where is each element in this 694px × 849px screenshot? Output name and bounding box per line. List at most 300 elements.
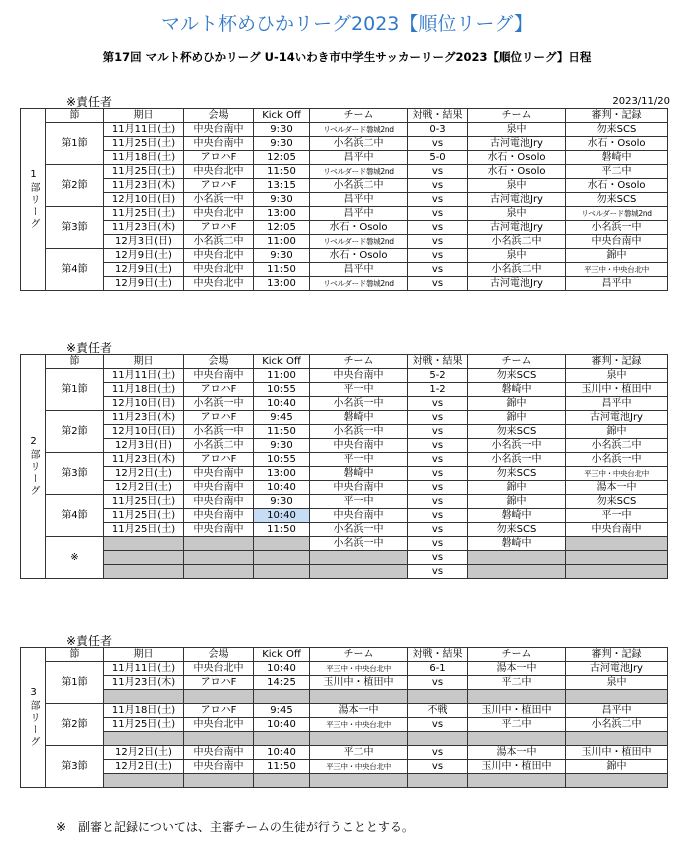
away-team: 磐崎中 [468,537,566,551]
referee-team: 平二中 [566,165,668,179]
home-team: 小名浜二中 [310,137,408,151]
section-name: ※ [46,537,104,579]
referee-team: 玉川中・植田中 [566,746,668,760]
match-date: 12月2日(土) [104,481,184,495]
home-team: 小名浜一中 [310,397,408,411]
kickoff-time: 13:00 [254,467,310,481]
kickoff-time: 13:00 [254,207,310,221]
table-row [21,425,668,439]
match-result: vs [408,165,468,179]
referee-team [566,537,668,551]
table-row [21,774,668,788]
referee-team: 磐崎中 [566,151,668,165]
kickoff-time [254,551,310,565]
away-team: 泉中 [468,123,566,137]
referee-team: 小名浜二中 [566,439,668,453]
match-date: 12月10日(日) [104,425,184,439]
kickoff-time: 13:00 [254,277,310,291]
match-date: 11月25日(土) [104,137,184,151]
match-result: vs [408,523,468,537]
kickoff-time: 10:55 [254,453,310,467]
league-name: 1部リーグ [21,109,46,291]
kickoff-time: 9:30 [254,193,310,207]
home-team: 平一中 [310,453,408,467]
venue: アロハF [184,453,254,467]
match-date: 11月18日(土) [104,151,184,165]
kickoff-time: 10:55 [254,383,310,397]
match-result: 5-2 [408,369,468,383]
away-team: 古河電池Jry [468,137,566,151]
match-date: 12月3日(日) [104,439,184,453]
kickoff-time: 9:30 [254,123,310,137]
referee-team: 昌平中 [566,277,668,291]
venue [184,732,254,746]
responsible-label-2: ※責任者 [66,341,113,355]
column-header: 会場 [184,648,254,662]
home-team: リベルダード磐城2nd [310,165,408,179]
column-header: チーム [468,109,566,123]
venue: 中央台北中 [184,277,254,291]
table-row [21,746,668,760]
table-row [21,179,668,193]
home-team [310,565,408,579]
match-date: 12月9日(土) [104,263,184,277]
column-header: 会場 [184,355,254,369]
league-table-1 [20,108,668,291]
column-header: Kick Off [254,355,310,369]
match-date: 11月23日(木) [104,411,184,425]
responsible-label-1: ※責任者 [66,95,113,109]
referee-team [566,774,668,788]
away-team [468,565,566,579]
home-team: 中央台南中 [310,481,408,495]
match-result: vs [408,277,468,291]
venue: 中央台南中 [184,746,254,760]
match-date: 12月10日(日) [104,397,184,411]
column-header: 節 [46,648,104,662]
home-team: 中央台南中 [310,369,408,383]
away-team: 玉川中・植田中 [468,704,566,718]
table-row [21,411,668,425]
kickoff-time: 12:05 [254,221,310,235]
referee-team [566,565,668,579]
match-result: vs [408,397,468,411]
section-name: 第3節 [46,207,104,249]
venue: アロハF [184,676,254,690]
home-team: 平三中・中央台北中 [310,718,408,732]
table-row [21,369,668,383]
home-team: 小名浜一中 [310,523,408,537]
kickoff-time: 10:40 [254,718,310,732]
referee-team: 錦中 [566,425,668,439]
responsible-label-3: ※責任者 [66,634,113,648]
kickoff-time: 9:45 [254,704,310,718]
away-team: 小名浜一中 [468,453,566,467]
column-header: 対戦・結果 [408,648,468,662]
match-result [408,690,468,704]
table-row [21,760,668,774]
match-date: 11月25日(土) [104,207,184,221]
match-date: 11月11日(土) [104,123,184,137]
table-row [21,249,668,263]
column-header: 対戦・結果 [408,355,468,369]
venue: 中央台南中 [184,123,254,137]
kickoff-time: 9:30 [254,439,310,453]
match-result: 6-1 [408,662,468,676]
away-team [468,774,566,788]
column-header: 節 [46,355,104,369]
home-team: 昌平中 [310,207,408,221]
referee-team: リベルダード磐城2nd [566,207,668,221]
home-team: 小名浜一中 [310,425,408,439]
kickoff-time: 12:05 [254,151,310,165]
match-result: vs [408,481,468,495]
league-name: 3部リーグ [21,648,46,788]
home-team: 平一中 [310,495,408,509]
match-date: 11月18日(土) [104,704,184,718]
match-date: 11月25日(土) [104,165,184,179]
table-row [21,165,668,179]
kickoff-time: 9:30 [254,249,310,263]
home-team: リベルダード磐城2nd [310,235,408,249]
match-result: vs [408,179,468,193]
referee-team: 小名浜一中 [566,221,668,235]
home-team: 水石・Osolo [310,221,408,235]
table-row [21,704,668,718]
kickoff-time: 13:15 [254,179,310,193]
away-team: 泉中 [468,179,566,193]
away-team: 古河電池Jry [468,277,566,291]
home-team: 小名浜二中 [310,179,408,193]
away-team: 水石・Osolo [468,165,566,179]
referee-team: 平三中・中央台北中 [566,263,668,277]
match-date: 11月23日(木) [104,221,184,235]
header-row [21,648,668,662]
kickoff-time: 10:40 [254,481,310,495]
away-team: 錦中 [468,495,566,509]
section-name: 第1節 [46,369,104,411]
match-result: vs [408,263,468,277]
referee-team [566,551,668,565]
section-name: 第3節 [46,453,104,495]
referee-team: 勿来SCS [566,193,668,207]
match-result: 不戦 [408,704,468,718]
home-team: 平三中・中央台北中 [310,760,408,774]
away-team: 泉中 [468,249,566,263]
table-row [21,235,668,249]
column-header: チーム [468,355,566,369]
kickoff-time: 11:50 [254,760,310,774]
match-date: 11月11日(土) [104,662,184,676]
table-row [21,397,668,411]
home-team: 磐崎中 [310,411,408,425]
referee-team: 平一中 [566,509,668,523]
venue: 中央台北中 [184,263,254,277]
match-date: 12月9日(土) [104,277,184,291]
away-team: 玉川中・植田中 [468,760,566,774]
venue: 中央台南中 [184,760,254,774]
away-team: 水石・Osolo [468,151,566,165]
match-result: vs [408,551,468,565]
match-date: 12月2日(土) [104,467,184,481]
kickoff-time: 14:25 [254,676,310,690]
match-result: vs [408,221,468,235]
venue: 中央台南中 [184,509,254,523]
venue: 中央台北中 [184,718,254,732]
venue: アロハF [184,704,254,718]
referee-team: 湯本一中 [566,481,668,495]
table-row [21,193,668,207]
venue: 小名浜一中 [184,425,254,439]
kickoff-time [254,774,310,788]
referee-team: 小名浜二中 [566,718,668,732]
kickoff-time [254,565,310,579]
table-row [21,718,668,732]
match-result: vs [408,746,468,760]
away-team: 平二中 [468,676,566,690]
home-team: 水石・Osolo [310,249,408,263]
table-row [21,565,668,579]
away-team: 勿来SCS [468,369,566,383]
section-name: 第4節 [46,495,104,537]
venue: 中央台南中 [184,495,254,509]
venue: 中央台南中 [184,481,254,495]
venue: 中央台北中 [184,207,254,221]
away-team: 泉中 [468,207,566,221]
match-date: 11月25日(土) [104,495,184,509]
away-team: 勿来SCS [468,523,566,537]
match-result: vs [408,193,468,207]
venue: 小名浜一中 [184,193,254,207]
league-name: 2部リーグ [21,355,46,579]
section-name: 第3節 [46,746,104,788]
match-date: 11月23日(木) [104,453,184,467]
home-team: 平一中 [310,383,408,397]
away-team: 小名浜二中 [468,235,566,249]
table-row [21,509,668,523]
match-date [104,565,184,579]
kickoff-time: 10:40 [254,662,310,676]
match-result [408,774,468,788]
schedule-table [20,108,668,291]
match-result: vs [408,676,468,690]
page-subtitle: 第17回 マルト杯めひかリーグ U-14いわき市中学生サッカーリーグ2023【順位リーグ】日程 [102,50,592,64]
match-date: 11月25日(土) [104,718,184,732]
away-team: 磐崎中 [468,509,566,523]
table-row [21,662,668,676]
home-team: 中央台南中 [310,439,408,453]
match-date [104,537,184,551]
column-header: 節 [46,109,104,123]
league-table-3 [20,647,668,788]
column-header: 期日 [104,109,184,123]
match-date: 12月2日(土) [104,760,184,774]
match-date: 11月23日(木) [104,179,184,193]
table-row [21,123,668,137]
match-date [104,774,184,788]
match-result: vs [408,411,468,425]
venue: 中央台南中 [184,467,254,481]
venue: 中央台南中 [184,369,254,383]
kickoff-time: 10:40 [254,746,310,760]
referee-team: 錦中 [566,760,668,774]
match-date: 11月23日(木) [104,676,184,690]
section-name: 第2節 [46,411,104,453]
column-header: 審判・記録 [566,109,668,123]
column-header: 期日 [104,355,184,369]
venue [184,565,254,579]
match-result: vs [408,718,468,732]
venue [184,551,254,565]
column-header: 期日 [104,648,184,662]
table-row [21,383,668,397]
away-team: 勿来SCS [468,467,566,481]
away-team [468,551,566,565]
match-date: 11月25日(土) [104,523,184,537]
column-header: チーム [468,648,566,662]
table-row [21,551,668,565]
venue: 中央台南中 [184,137,254,151]
column-header: Kick Off [254,648,310,662]
match-result: vs [408,235,468,249]
referee-team: 古河電池Jry [566,662,668,676]
home-team: 昌平中 [310,263,408,277]
match-result: vs [408,565,468,579]
away-team: 湯本一中 [468,662,566,676]
kickoff-time: 11:00 [254,369,310,383]
referee-team: 中央台南中 [566,523,668,537]
footnote: ※ 副審と記録については、主審チームの生徒が行うこととする。 [56,820,414,834]
section-name: 第2節 [46,704,104,746]
away-team [468,690,566,704]
referee-team: 玉川中・植田中 [566,383,668,397]
referee-team: 中央台南中 [566,235,668,249]
kickoff-time: 11:00 [254,235,310,249]
match-date [104,690,184,704]
match-result: vs [408,760,468,774]
kickoff-time: 9:30 [254,495,310,509]
kickoff-time: 11:50 [254,263,310,277]
schedule-table [20,647,668,788]
kickoff-time: 9:45 [254,411,310,425]
away-team: 錦中 [468,397,566,411]
table-row [21,495,668,509]
match-result: 1-2 [408,383,468,397]
match-date: 11月25日(土) [104,509,184,523]
home-team [310,732,408,746]
column-header: Kick Off [254,109,310,123]
kickoff-time: 10:40 [254,397,310,411]
venue: アロハF [184,411,254,425]
match-date: 12月2日(土) [104,746,184,760]
table-row [21,537,668,551]
away-team: 勿来SCS [468,425,566,439]
venue: 中央台北中 [184,165,254,179]
referee-team: 勿来SCS [566,123,668,137]
section-name: 第1節 [46,123,104,165]
match-date: 12月3日(日) [104,235,184,249]
match-result: vs [408,137,468,151]
column-header: 審判・記録 [566,648,668,662]
header-row [21,355,668,369]
referee-team: 勿来SCS [566,495,668,509]
table-row [21,277,668,291]
away-team: 小名浜一中 [468,439,566,453]
table-row [21,263,668,277]
kickoff-time [254,537,310,551]
column-header: チーム [310,109,408,123]
referee-team: 平三中・中央台北中 [566,467,668,481]
column-header: 会場 [184,109,254,123]
referee-team: 小名浜一中 [566,453,668,467]
venue: 中央台南中 [184,523,254,537]
match-result: vs [408,467,468,481]
venue: 小名浜二中 [184,439,254,453]
venue: 中央台北中 [184,662,254,676]
column-header: チーム [310,355,408,369]
away-team: 小名浜二中 [468,263,566,277]
section-name: 第1節 [46,662,104,704]
home-team: 磐崎中 [310,467,408,481]
table-row [21,453,668,467]
match-date: 11月11日(土) [104,369,184,383]
referee-team [566,732,668,746]
match-result: vs [408,537,468,551]
venue: 小名浜一中 [184,397,254,411]
venue [184,537,254,551]
section-name: 第4節 [46,249,104,291]
column-header: 審判・記録 [566,355,668,369]
away-team: 湯本一中 [468,746,566,760]
home-team: 平三中・中央台北中 [310,662,408,676]
home-team [310,690,408,704]
home-team: リベルダード磐城2nd [310,123,408,137]
venue: アロハF [184,151,254,165]
table-row [21,676,668,690]
match-result: vs [408,495,468,509]
referee-team: 水石・Osolo [566,137,668,151]
venue: 小名浜二中 [184,235,254,249]
match-date: 12月10日(日) [104,193,184,207]
kickoff-time [254,690,310,704]
away-team: 磐崎中 [468,383,566,397]
column-header: 対戦・結果 [408,109,468,123]
kickoff-time: 11:50 [254,165,310,179]
match-result: vs [408,249,468,263]
away-team: 平二中 [468,718,566,732]
kickoff-time: 11:50 [254,523,310,537]
venue [184,774,254,788]
home-team: 平二中 [310,746,408,760]
page-title: マルト杯めひかリーグ2023【順位リーグ】 [161,13,533,35]
match-result: vs [408,453,468,467]
venue: アロハF [184,383,254,397]
referee-team: 古河電池Jry [566,411,668,425]
venue [184,690,254,704]
away-team: 古河電池Jry [468,193,566,207]
venue: アロハF [184,179,254,193]
kickoff-time [254,732,310,746]
home-team: 玉川中・植田中 [310,676,408,690]
schedule-table [20,354,668,579]
referee-team: 昌平中 [566,397,668,411]
table-row [21,439,668,453]
match-date [104,551,184,565]
away-team: 錦中 [468,411,566,425]
home-team [310,551,408,565]
kickoff-time: 10:40 [254,509,310,523]
table-row [21,481,668,495]
